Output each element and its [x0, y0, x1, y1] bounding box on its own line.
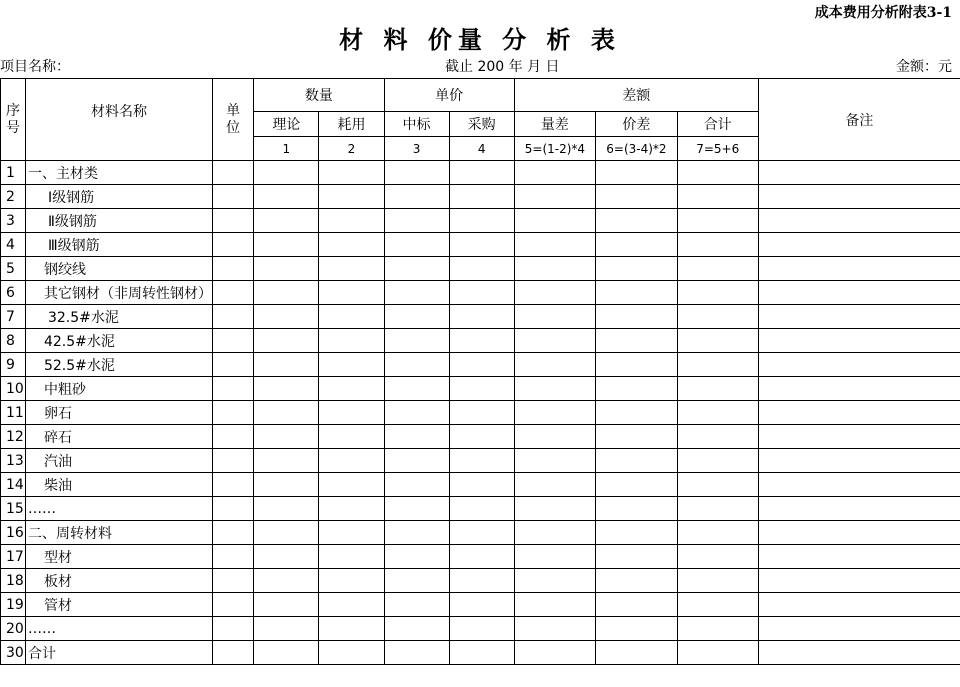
row-unit[interactable]: [212, 425, 253, 449]
row-qty-diff[interactable]: [514, 473, 595, 497]
row-material-name: 合计: [25, 641, 212, 665]
row-theory[interactable]: [254, 209, 319, 233]
row-qty-diff[interactable]: [514, 233, 595, 257]
row-bid[interactable]: [384, 569, 449, 593]
header-theory: 理论: [254, 112, 319, 137]
row-consumption[interactable]: [319, 185, 384, 209]
row-total[interactable]: [677, 257, 758, 281]
header-quantity: 数量: [254, 79, 384, 112]
table-row: [1, 449, 960, 473]
header-material-name: 材料名称: [25, 79, 212, 161]
row-material-name: ……: [25, 497, 212, 521]
row-purchase[interactable]: [449, 209, 514, 233]
row-total[interactable]: [677, 305, 758, 329]
row-theory[interactable]: [254, 353, 319, 377]
row-unit[interactable]: [212, 329, 253, 353]
row-total[interactable]: [677, 185, 758, 209]
row-theory[interactable]: [254, 449, 319, 473]
row-bid[interactable]: [384, 617, 449, 641]
row-total[interactable]: [677, 281, 758, 305]
table-row: [1, 593, 960, 617]
header-unit: [212, 79, 253, 161]
row-total[interactable]: [677, 593, 758, 617]
row-notes[interactable]: [758, 305, 960, 329]
row-theory[interactable]: [254, 569, 319, 593]
row-material-name: ……: [25, 617, 212, 641]
page-title: 材 料 价量 分 析 表: [339, 25, 621, 54]
row-seq: 10: [1, 377, 26, 401]
row-theory[interactable]: [254, 641, 319, 665]
row-notes[interactable]: [758, 617, 960, 641]
row-seq: 30: [1, 641, 26, 665]
row-seq: 19: [1, 593, 26, 617]
row-qty-diff[interactable]: [514, 209, 595, 233]
row-theory[interactable]: [254, 185, 319, 209]
row-purchase[interactable]: [449, 233, 514, 257]
row-unit[interactable]: [212, 641, 253, 665]
row-price-diff[interactable]: [596, 473, 677, 497]
row-unit[interactable]: [212, 521, 253, 545]
row-price-diff[interactable]: [596, 521, 677, 545]
row-purchase[interactable]: [449, 497, 514, 521]
row-price-diff[interactable]: [596, 449, 677, 473]
row-theory[interactable]: [254, 545, 319, 569]
row-qty-diff[interactable]: [514, 281, 595, 305]
header-unit-price: 单价: [384, 79, 514, 112]
row-total[interactable]: [677, 497, 758, 521]
row-consumption[interactable]: [319, 377, 384, 401]
row-price-diff[interactable]: [596, 185, 677, 209]
table-row: [1, 257, 960, 281]
row-price-diff[interactable]: [596, 593, 677, 617]
row-theory[interactable]: [254, 425, 319, 449]
table-row: [1, 353, 960, 377]
row-bid[interactable]: [384, 593, 449, 617]
row-theory[interactable]: [254, 593, 319, 617]
row-purchase[interactable]: [449, 569, 514, 593]
header-price-diff: 价差: [596, 112, 677, 137]
table-row: [1, 305, 960, 329]
row-bid[interactable]: [384, 449, 449, 473]
table-row: [1, 545, 960, 569]
row-bid[interactable]: [384, 233, 449, 257]
row-total[interactable]: [677, 545, 758, 569]
row-notes[interactable]: [758, 281, 960, 305]
table-row: [1, 209, 960, 233]
row-notes[interactable]: [758, 641, 960, 665]
row-material-name: 管材: [25, 593, 212, 617]
row-price-diff[interactable]: [596, 161, 677, 185]
row-notes[interactable]: [758, 233, 960, 257]
row-material-name: 板材: [25, 569, 212, 593]
row-consumption[interactable]: [319, 497, 384, 521]
row-seq: 6: [1, 281, 26, 305]
row-qty-diff[interactable]: [514, 425, 595, 449]
row-purchase[interactable]: [449, 401, 514, 425]
header-seq: [1, 79, 26, 161]
row-price-diff[interactable]: [596, 425, 677, 449]
row-notes[interactable]: [758, 449, 960, 473]
row-seq: 18: [1, 569, 26, 593]
row-consumption[interactable]: [319, 353, 384, 377]
row-bid[interactable]: [384, 161, 449, 185]
row-seq: 2: [1, 185, 26, 209]
row-notes[interactable]: [758, 161, 960, 185]
row-material-name: 二、周转材料: [25, 521, 212, 545]
row-theory[interactable]: [254, 161, 319, 185]
row-qty-diff[interactable]: [514, 329, 595, 353]
table-row: [1, 185, 960, 209]
row-unit[interactable]: [212, 209, 253, 233]
table-row: [1, 521, 960, 545]
row-purchase[interactable]: [449, 161, 514, 185]
row-unit[interactable]: [212, 161, 253, 185]
analysis-table: [0, 78, 960, 665]
row-consumption[interactable]: [319, 593, 384, 617]
row-bid[interactable]: [384, 209, 449, 233]
row-theory[interactable]: [254, 401, 319, 425]
row-purchase[interactable]: [449, 425, 514, 449]
row-qty-diff[interactable]: [514, 569, 595, 593]
formula-2: 2: [319, 137, 384, 161]
row-seq: 12: [1, 425, 26, 449]
header-difference: 差额: [514, 79, 758, 112]
row-notes[interactable]: [758, 473, 960, 497]
row-unit[interactable]: [212, 377, 253, 401]
row-bid[interactable]: [384, 329, 449, 353]
row-theory[interactable]: [254, 521, 319, 545]
table-row: [1, 473, 960, 497]
row-bid[interactable]: [384, 281, 449, 305]
row-material-name: 型材: [25, 545, 212, 569]
row-qty-diff[interactable]: [514, 401, 595, 425]
header-seq-line1: 序: [5, 102, 20, 119]
row-notes[interactable]: [758, 545, 960, 569]
row-consumption[interactable]: [319, 545, 384, 569]
row-unit[interactable]: [212, 185, 253, 209]
row-notes[interactable]: [758, 209, 960, 233]
table-row: [1, 233, 960, 257]
row-material-name: 柴油: [25, 473, 212, 497]
row-qty-diff[interactable]: [514, 449, 595, 473]
row-consumption[interactable]: [319, 401, 384, 425]
row-material-name: 卵石: [25, 401, 212, 425]
row-seq: 14: [1, 473, 26, 497]
row-bid[interactable]: [384, 473, 449, 497]
row-seq: 8: [1, 329, 26, 353]
row-price-diff[interactable]: [596, 377, 677, 401]
row-theory[interactable]: [254, 473, 319, 497]
row-total[interactable]: [677, 425, 758, 449]
row-bid[interactable]: [384, 641, 449, 665]
row-notes[interactable]: [758, 401, 960, 425]
row-bid[interactable]: [384, 497, 449, 521]
row-price-diff[interactable]: [596, 641, 677, 665]
row-purchase[interactable]: [449, 257, 514, 281]
header-total: 合计: [677, 112, 758, 137]
cutoff-date-label: 截止 200 年 月 日: [445, 59, 560, 75]
row-notes[interactable]: [758, 257, 960, 281]
row-qty-diff[interactable]: [514, 377, 595, 401]
header-unit-line1: 单: [226, 102, 241, 119]
row-qty-diff[interactable]: [514, 161, 595, 185]
row-qty-diff[interactable]: [514, 521, 595, 545]
row-purchase[interactable]: [449, 617, 514, 641]
row-total[interactable]: [677, 377, 758, 401]
row-material-name: 32.5#水泥: [25, 305, 212, 329]
row-total[interactable]: [677, 473, 758, 497]
row-bid[interactable]: [384, 545, 449, 569]
row-theory[interactable]: [254, 233, 319, 257]
row-consumption[interactable]: [319, 161, 384, 185]
row-total[interactable]: [677, 641, 758, 665]
row-consumption[interactable]: [319, 425, 384, 449]
row-qty-diff[interactable]: [514, 185, 595, 209]
row-price-diff[interactable]: [596, 617, 677, 641]
row-notes[interactable]: [758, 353, 960, 377]
row-purchase[interactable]: [449, 641, 514, 665]
header-consumption: 耗用: [319, 112, 384, 137]
header-seq-line2: 号: [5, 119, 20, 136]
row-total[interactable]: [677, 209, 758, 233]
row-price-diff[interactable]: [596, 497, 677, 521]
row-qty-diff[interactable]: [514, 545, 595, 569]
row-notes[interactable]: [758, 185, 960, 209]
table-row: [1, 329, 960, 353]
row-price-diff[interactable]: [596, 281, 677, 305]
row-unit[interactable]: [212, 305, 253, 329]
header-qty-diff: 量差: [514, 112, 595, 137]
row-material-name: Ⅲ级钢筋: [25, 233, 212, 257]
row-bid[interactable]: [384, 257, 449, 281]
row-seq: 7: [1, 305, 26, 329]
header-unit-line2: 位: [226, 119, 241, 136]
row-material-name: 碎石: [25, 425, 212, 449]
row-total[interactable]: [677, 401, 758, 425]
row-total[interactable]: [677, 353, 758, 377]
row-total[interactable]: [677, 329, 758, 353]
amount-unit-label: 金额：元: [896, 59, 952, 75]
row-seq: 1: [1, 161, 26, 185]
row-seq: 9: [1, 353, 26, 377]
row-bid[interactable]: [384, 185, 449, 209]
row-purchase[interactable]: [449, 305, 514, 329]
row-price-diff[interactable]: [596, 569, 677, 593]
header-bid: 中标: [384, 112, 449, 137]
row-notes[interactable]: [758, 569, 960, 593]
row-purchase[interactable]: [449, 449, 514, 473]
row-material-name: 钢绞线: [25, 257, 212, 281]
table-row: [1, 377, 960, 401]
row-consumption[interactable]: [319, 233, 384, 257]
row-seq: 20: [1, 617, 26, 641]
row-price-diff[interactable]: [596, 329, 677, 353]
row-theory[interactable]: [254, 497, 319, 521]
row-price-diff[interactable]: [596, 545, 677, 569]
row-consumption[interactable]: [319, 473, 384, 497]
formula-4: 4: [449, 137, 514, 161]
formula-3: 3: [384, 137, 449, 161]
row-price-diff[interactable]: [596, 257, 677, 281]
row-total[interactable]: [677, 617, 758, 641]
row-consumption[interactable]: [319, 641, 384, 665]
meta-line: [0, 56, 960, 76]
row-seq: 16: [1, 521, 26, 545]
row-theory[interactable]: [254, 305, 319, 329]
row-material-name: Ⅰ级钢筋: [25, 185, 212, 209]
row-qty-diff[interactable]: [514, 593, 595, 617]
row-material-name: 中粗砂: [25, 377, 212, 401]
table-row: [1, 161, 960, 185]
row-unit[interactable]: [212, 569, 253, 593]
row-unit[interactable]: [212, 281, 253, 305]
header-notes: 备注: [758, 79, 960, 161]
row-unit[interactable]: [212, 593, 253, 617]
row-purchase[interactable]: [449, 185, 514, 209]
row-consumption[interactable]: [319, 281, 384, 305]
formula-5: 5=(1-2)*4: [514, 137, 595, 161]
table-row: [1, 425, 960, 449]
row-purchase[interactable]: [449, 281, 514, 305]
row-notes[interactable]: [758, 329, 960, 353]
row-notes[interactable]: [758, 521, 960, 545]
row-unit[interactable]: [212, 497, 253, 521]
form-reference: 成本费用分析附表3-1: [814, 5, 952, 21]
row-material-name: Ⅱ级钢筋: [25, 209, 212, 233]
row-consumption[interactable]: [319, 329, 384, 353]
row-qty-diff[interactable]: [514, 353, 595, 377]
row-purchase[interactable]: [449, 473, 514, 497]
row-material-name: 52.5#水泥: [25, 353, 212, 377]
row-bid[interactable]: [384, 521, 449, 545]
row-seq: 5: [1, 257, 26, 281]
formula-1: 1: [254, 137, 319, 161]
header-purchase: 采购: [449, 112, 514, 137]
row-qty-diff[interactable]: [514, 497, 595, 521]
row-consumption[interactable]: [319, 257, 384, 281]
row-total[interactable]: [677, 449, 758, 473]
row-unit[interactable]: [212, 353, 253, 377]
row-bid[interactable]: [384, 425, 449, 449]
table-row: [1, 497, 960, 521]
project-name-label: 项目名称：: [0, 59, 70, 75]
row-theory[interactable]: [254, 281, 319, 305]
table-row: [1, 281, 960, 305]
row-consumption[interactable]: [319, 617, 384, 641]
table-row: [1, 569, 960, 593]
row-purchase[interactable]: [449, 377, 514, 401]
row-material-name: 其它钢材（非周转性钢材）: [25, 281, 212, 305]
row-consumption[interactable]: [319, 305, 384, 329]
row-qty-diff[interactable]: [514, 305, 595, 329]
row-seq: 17: [1, 545, 26, 569]
row-theory[interactable]: [254, 377, 319, 401]
header-row-1: [1, 79, 960, 112]
row-theory[interactable]: [254, 617, 319, 641]
row-total[interactable]: [677, 521, 758, 545]
row-unit[interactable]: [212, 449, 253, 473]
row-notes[interactable]: [758, 497, 960, 521]
row-unit[interactable]: [212, 233, 253, 257]
row-seq: 13: [1, 449, 26, 473]
row-qty-diff[interactable]: [514, 617, 595, 641]
row-price-diff[interactable]: [596, 305, 677, 329]
table-row: [1, 641, 960, 665]
row-total[interactable]: [677, 161, 758, 185]
formula-6: 6=(3-4)*2: [596, 137, 677, 161]
row-purchase[interactable]: [449, 521, 514, 545]
row-material-name: 汽油: [25, 449, 212, 473]
row-purchase[interactable]: [449, 329, 514, 353]
row-seq: 11: [1, 401, 26, 425]
row-unit[interactable]: [212, 257, 253, 281]
row-seq: 15: [1, 497, 26, 521]
row-purchase[interactable]: [449, 593, 514, 617]
row-price-diff[interactable]: [596, 353, 677, 377]
row-consumption[interactable]: [319, 209, 384, 233]
row-purchase[interactable]: [449, 545, 514, 569]
formula-7: 7=5+6: [677, 137, 758, 161]
row-notes[interactable]: [758, 593, 960, 617]
row-bid[interactable]: [384, 401, 449, 425]
row-price-diff[interactable]: [596, 209, 677, 233]
row-consumption[interactable]: [319, 569, 384, 593]
row-unit[interactable]: [212, 545, 253, 569]
row-unit[interactable]: [212, 401, 253, 425]
row-purchase[interactable]: [449, 353, 514, 377]
row-seq: 4: [1, 233, 26, 257]
row-notes[interactable]: [758, 425, 960, 449]
row-bid[interactable]: [384, 353, 449, 377]
row-unit[interactable]: [212, 617, 253, 641]
row-material-name: 一、主材类: [25, 161, 212, 185]
table-row: [1, 401, 960, 425]
row-material-name: 42.5#水泥: [25, 329, 212, 353]
row-qty-diff[interactable]: [514, 641, 595, 665]
row-bid[interactable]: [384, 377, 449, 401]
row-total[interactable]: [677, 569, 758, 593]
table-row: [1, 617, 960, 641]
row-qty-diff[interactable]: [514, 257, 595, 281]
row-notes[interactable]: [758, 377, 960, 401]
row-consumption[interactable]: [319, 521, 384, 545]
row-theory[interactable]: [254, 257, 319, 281]
row-price-diff[interactable]: [596, 233, 677, 257]
row-total[interactable]: [677, 233, 758, 257]
row-theory[interactable]: [254, 329, 319, 353]
row-consumption[interactable]: [319, 449, 384, 473]
row-bid[interactable]: [384, 305, 449, 329]
row-seq: 3: [1, 209, 26, 233]
row-unit[interactable]: [212, 473, 253, 497]
row-price-diff[interactable]: [596, 401, 677, 425]
